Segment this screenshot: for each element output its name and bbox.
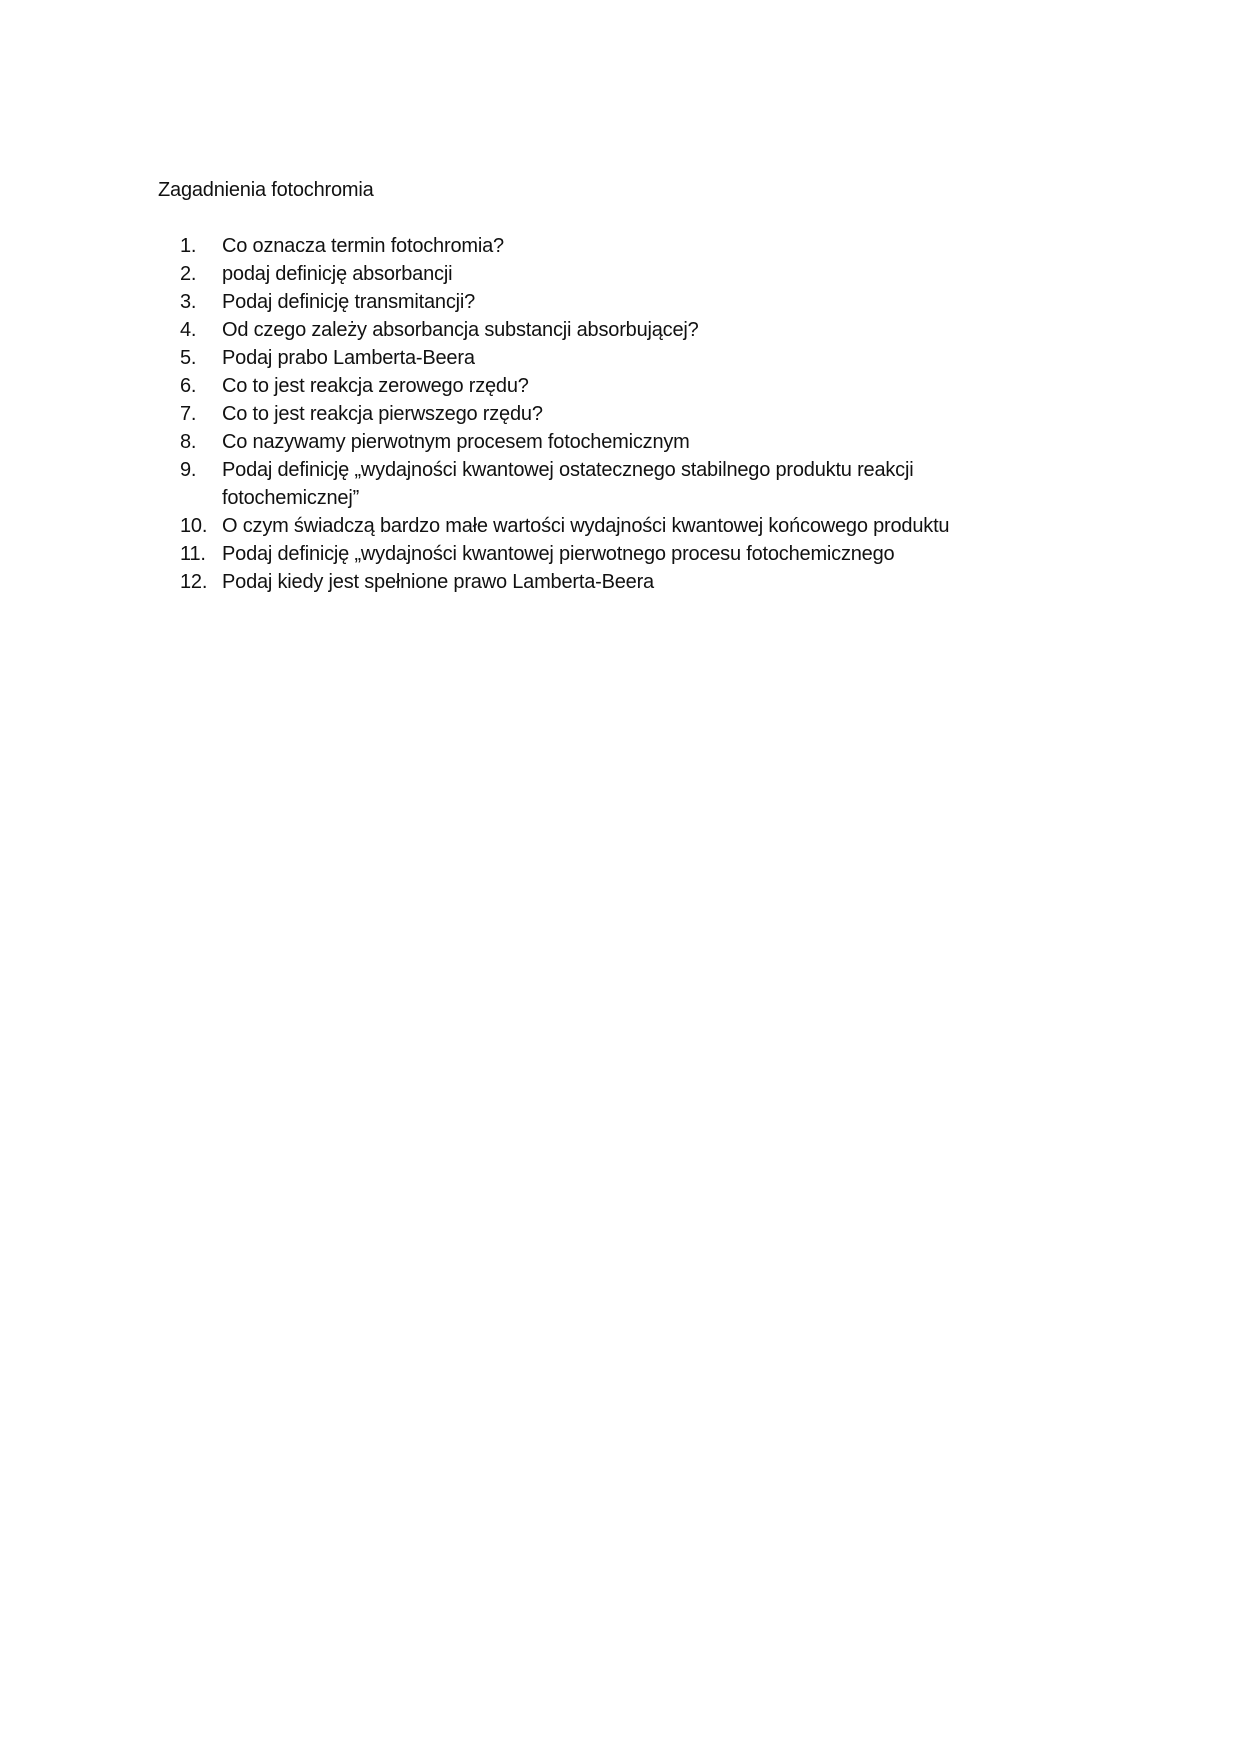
question-number: 2. bbox=[180, 263, 197, 285]
question-number: 5. bbox=[180, 347, 197, 369]
question-number: 9. bbox=[180, 459, 197, 481]
question-item-5 bbox=[180, 344, 1020, 372]
question-text: Podaj definicję „wydajności kwantowej ostatecznego stabilnego produktu reakcji fotochemicznej” bbox=[222, 459, 914, 509]
question-item-11 bbox=[180, 540, 1020, 568]
question-text: O czym świadczą bardzo małe wartości wydajności kwantowej końcowego produktu bbox=[222, 515, 950, 537]
question-item-8 bbox=[180, 428, 1020, 456]
question-number: 1. bbox=[180, 235, 197, 257]
question-text: Podaj definicję „wydajności kwantowej pierwotnego procesu fotochemicznego bbox=[222, 543, 895, 565]
question-text: Co nazywamy pierwotnym procesem fotochemicznym bbox=[222, 431, 690, 453]
question-number: 4. bbox=[180, 319, 197, 341]
question-item-10 bbox=[180, 512, 1020, 540]
question-item-7 bbox=[180, 400, 1020, 428]
question-text: Podaj prabo Lamberta-Beera bbox=[222, 347, 475, 369]
question-number: 7. bbox=[180, 403, 197, 425]
question-item-1 bbox=[180, 232, 1020, 260]
question-item-6 bbox=[180, 372, 1020, 400]
question-item-3 bbox=[180, 288, 1020, 316]
question-text: Od czego zależy absorbancja substancji absorbującej? bbox=[222, 319, 699, 341]
question-number: 8. bbox=[180, 431, 197, 453]
question-number: 12. bbox=[180, 571, 208, 593]
question-list bbox=[180, 232, 1020, 596]
question-text: Co to jest reakcja pierwszego rzędu? bbox=[222, 403, 543, 425]
question-number: 10. bbox=[180, 515, 208, 537]
question-text: Podaj definicję transmitancji? bbox=[222, 291, 476, 313]
document-title: Zagadnienia fotochromia bbox=[158, 179, 374, 201]
question-number: 6. bbox=[180, 375, 197, 397]
question-text: Co oznacza termin fotochromia? bbox=[222, 235, 504, 257]
question-item-4 bbox=[180, 316, 1020, 344]
question-text: Co to jest reakcja zerowego rzędu? bbox=[222, 375, 529, 397]
question-item-12 bbox=[180, 568, 1020, 596]
question-text: podaj definicję absorbancji bbox=[222, 263, 453, 285]
question-text: Podaj kiedy jest spełnione prawo Lamberta-Beera bbox=[222, 571, 654, 593]
question-item-2 bbox=[180, 260, 1020, 288]
question-item-9 bbox=[180, 456, 1020, 512]
question-number: 3. bbox=[180, 291, 197, 313]
question-number: 11. bbox=[180, 543, 206, 565]
